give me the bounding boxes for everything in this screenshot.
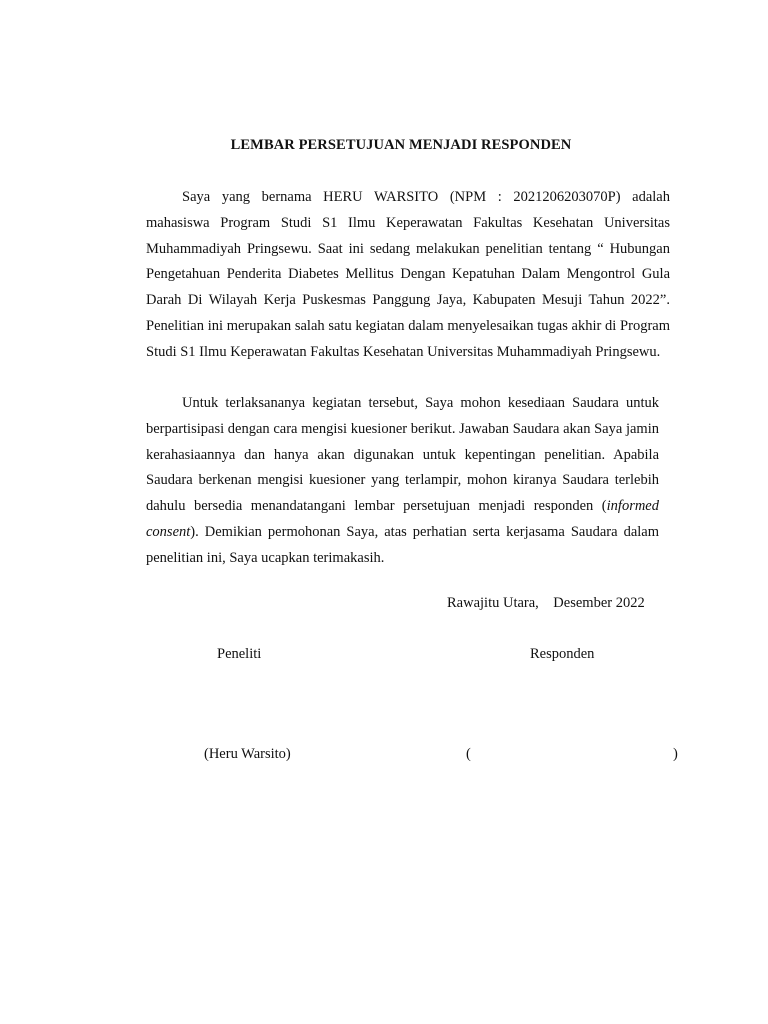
intro-paragraph: Saya yang bernama HERU WARSITO (NPM : 2021206203070P) adalah mahasiswa Program Studi S1 Ilmu Keperawatan Fakultas Kesehatan Universitas Muhammadiyah Pringsewu. Saat ini sedang melakukan penelitian tentang “ Hubungan Pengetahuan Penderita Diabetes Mellitus Dengan Kepatuhan Dalam Mengontrol Gula Darah Di Wilayah Kerja Puskesmas Panggung Jaya, Kabupaten Mesuji Tahun 2022”. Penelitian ini merupakan salah satu kegiatan dalam menyelesaikan tugas akhir di Program Studi S1 Ilmu Keperawatan Fakultas Kesehatan Universitas Muhammadiyah Pringsewu. [146,189,670,360]
respondent-label: Responden [530,646,595,662]
researcher-label: Peneliti [217,646,262,662]
document-title: LEMBAR PERSETUJUAN MENJADI RESPONDEN [230,137,572,153]
place-date: Rawajitu Utara, Desember 2022 [447,595,645,611]
respondent-name-open-paren: ( [466,746,471,762]
respondent-name-close-paren: ) [673,746,678,762]
informed-consent-term: informed consent [146,498,659,540]
request-paragraph-text-2: ). Demikian permohonan Saya, atas perhatian serta kerjasama Saudara dalam penelitian ini, Saya ucapkan terimakasih. [146,523,659,566]
researcher-name: (Heru Warsito) [204,746,291,762]
request-paragraph [146,391,659,572]
request-paragraph-text-1: Untuk terlaksananya kegiatan tersebut, Saya mohon kesediaan Saudara untuk berpartisipasi dengan cara mengisi kuesioner berikut. Jawaban Saudara akan Saya jamin kerahasiaannya dan hanya akan digunakan untuk kepentingan penelitian. Apabila Saudara berkenan mengisi kuesioner yang terlampir, mohon kiranya Saudara terlebih dahulu bersedia menandatangani lembar persetujuan menjadi responden ( [146,395,659,515]
